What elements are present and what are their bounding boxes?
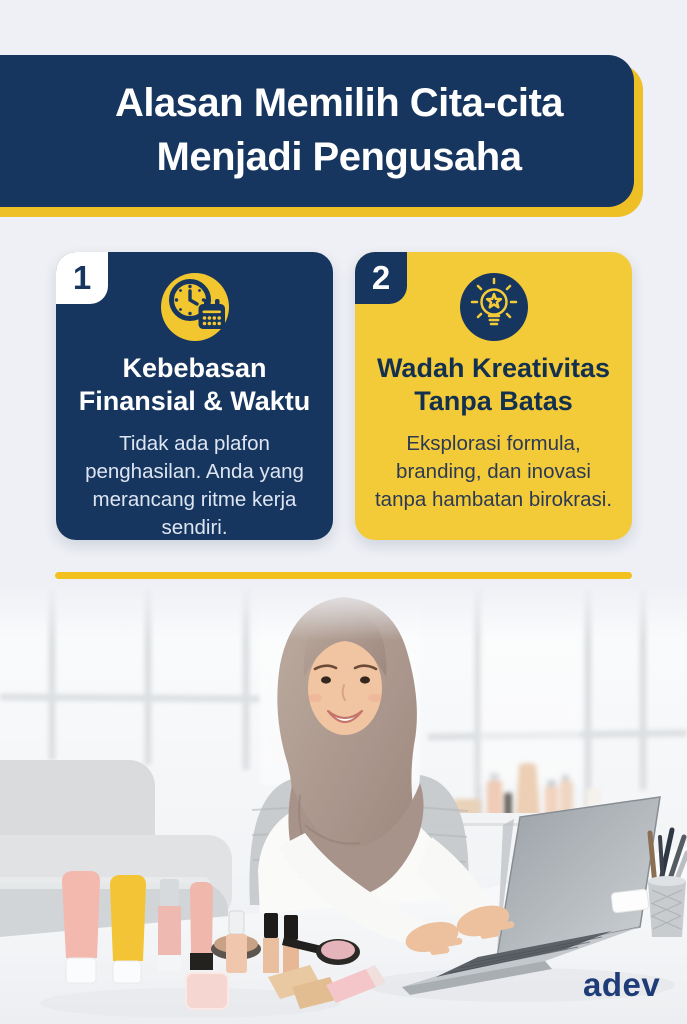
photo-woman-laptop-cosmetics [0, 585, 687, 1024]
page-title-line1: Alasan Memilih Cita-cita [114, 81, 564, 126]
card-kebebasan-finansial [56, 252, 333, 540]
reason-cards [56, 252, 632, 540]
lightbulb-star-icon [460, 273, 528, 341]
card-title: Kebebasan Finansial & Waktu [78, 353, 311, 417]
page-title-line2: Menjadi Pengusaha [156, 135, 522, 179]
card-wadah-kreativitas [355, 252, 632, 540]
card-number-badge: 2 [355, 252, 407, 304]
adev-logo: adev [583, 966, 661, 1003]
card-title: Wadah Kreativitas Tanpa Batas [376, 353, 611, 417]
page-title [0, 77, 634, 184]
section-divider [55, 572, 632, 579]
card-body: Eksplorasi formula, branding, dan inovasi tanpa hambatan birokrasi. [374, 431, 613, 512]
header-banner [0, 55, 634, 207]
clock-calendar-icon [161, 273, 229, 341]
photo-top-fade [0, 585, 687, 640]
card-body: Tidak ada plafon penghasilan. Anda yang merancang ritme kerja sendiri. [85, 431, 304, 540]
card-number-badge: 1 [56, 252, 108, 304]
